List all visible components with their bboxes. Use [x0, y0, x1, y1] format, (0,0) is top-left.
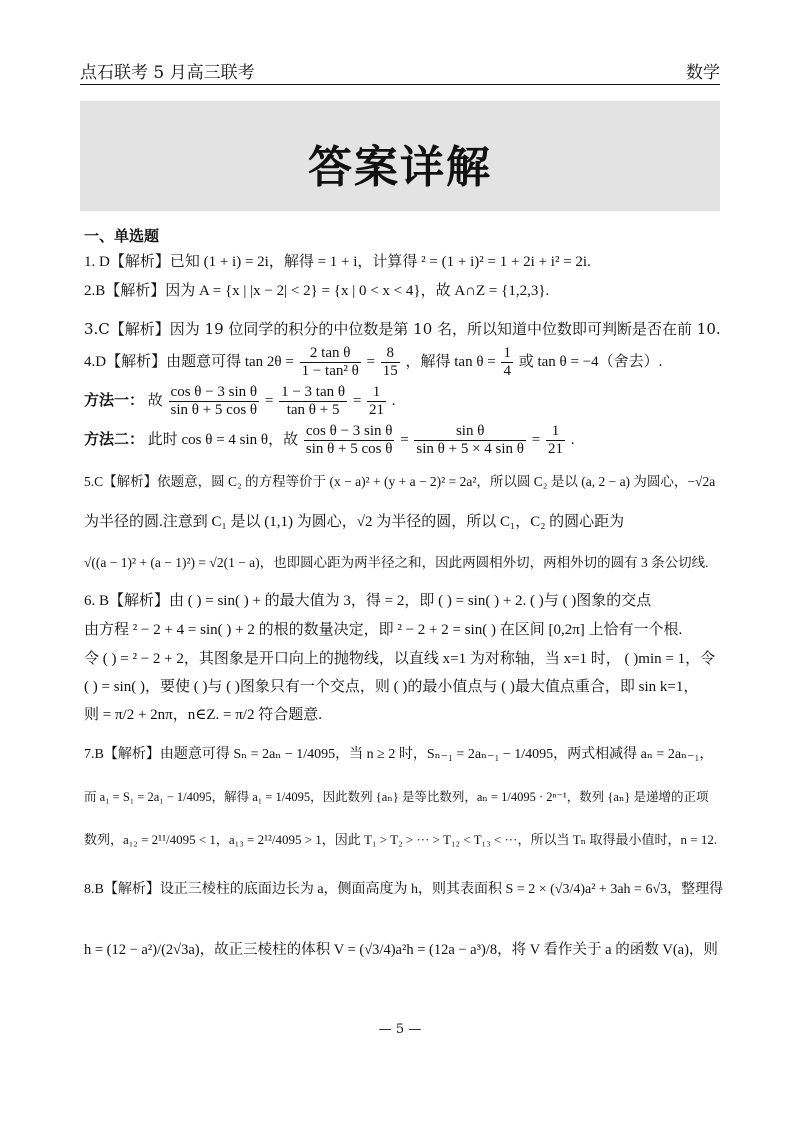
answer-6-line-3: 令 ( ) = ² − 2 + 2，其图象是开口向上的抛物线，以直线 x=1 为对称轴，当 x=1 时， ( )min = 1，令 — [84, 651, 716, 667]
answer-4-text-c: 或 tan θ = −4（舍去）. — [518, 354, 663, 371]
section-heading: 一、单选题 — [84, 227, 160, 245]
answer-7-line-2: 而 a₁ = S₁ = 2a₁ − 1/4095，解得 a₁ = 1/4095，因此数列 {aₙ} 是等比数列，aₙ = 1/4095 · 2ⁿ⁻¹，数列 {aₙ} 是递增的正项 — [84, 790, 709, 804]
page-number: — 5 — — [378, 1022, 422, 1037]
fraction: $\frac{\text{cos θ − 3 sin θ}}{\text{sin θ + 5 cos θ}}$ — [305, 423, 393, 458]
answer-5-line-1: 5.C【解析】依题意，圆 C₂ 的方程等价于 (x − a)² + (y + a − 2)² = 2a²，所以圆 C₂ 是以 (a, 2 − a) 为圆心，−√2a — [84, 474, 716, 489]
answer-5-line-3: √((a − 1)² + (a − 1)²) = √2(1 − a)，也即圆心距为两半径之和，因此两圆相外切，两相外切的圆有 3 条公切线. — [84, 555, 709, 570]
answer-4: 4.D【解析】由题意可得 tan 2θ = $\frac{\text{2 tan θ}}{\text{1 − tan² θ}}$ = $\frac{8}{15}$ ，解得 tan θ = $\frac{1}{4}$ 或 tan θ = −4（舍去）. — [84, 345, 663, 380]
fraction: $\frac{\text{cos θ − 3 sin θ}}{\text{sin θ + 5 cos θ}}$ — [170, 384, 258, 419]
answer-6-line-5: 则 = π/2 + 2nπ，n∈Z. = π/2 符合题意. — [84, 707, 322, 723]
answer-6-line-1: 6. B【解析】由 ( ) = sin( ) + 的最大值为 3，得 = 2，即 ( ) = sin( ) + 2. ( )与 ( )图象的交点 — [84, 593, 652, 609]
method-1-label: 方法一： — [84, 393, 145, 410]
answer-2: 2.B【解析】因为 A = {x | |x − 2| < 2} = {x | 0 < x < 4}，故 A∩Z = {1,2,3}. — [84, 283, 550, 299]
answer-5-line-2: 为半径的圆.注意到 C₁ 是以 (1,1) 为圆心，√2 为半径的圆，所以 C₁，C₂ 的圆心距为 — [84, 514, 625, 530]
fraction: $\frac{1}{21}$ — [547, 423, 563, 458]
answer-4-text-b: ，解得 tan θ = — [405, 354, 496, 371]
fraction: $\frac{\text{sin θ}}{\text{sin θ + 5 × 4 sin θ}}$ — [416, 423, 524, 458]
fraction: $\frac{\text{1 − 3 tan θ}}{\text{tan θ + 5}}$ — [281, 384, 346, 419]
page-title: 答案详解 — [308, 142, 492, 193]
answer-7-line-1: 7.B【解析】由题意可得 Sₙ = 2aₙ − 1/4095，当 n ≥ 2 时，Sₙ₋₁ = 2aₙ₋₁ − 1/4095，两式相减得 aₙ = 2aₙ₋₁， — [84, 747, 714, 762]
fraction: $\frac{\text{2 tan θ}}{\text{1 − tan² θ}}$ — [301, 345, 359, 380]
header-title: 点石联考 5 月高三联考 — [80, 63, 255, 83]
answer-6-line-2: 由方程 ² − 2 + 4 = sin( ) + 2 的根的数量决定，即 ² − 2 + 2 = sin( ) 在区间 [0,2π] 上恰有一个根. — [84, 622, 683, 638]
fraction: $\frac{8}{15}$ — [382, 345, 398, 380]
method-1: 方法一： 故 $\frac{\text{cos θ − 3 sin θ}}{\text{sin θ + 5 cos θ}}$ = $\frac{\text{1 − 3 tan θ}}{\text{tan θ + 5}}$ = $\frac{1}{21}$ . — [84, 384, 396, 419]
answer-3: 3.C【解析】因为 19 位同学的积分的中位数是第 10 名，所以知道中位数即可判断是否在前 10. — [84, 320, 721, 338]
header-divider — [80, 84, 720, 85]
method-2: 方法二： 此时 cos θ = 4 sin θ，故 $\frac{\text{cos θ − 3 sin θ}}{\text{sin θ + 5 cos θ}}$ = $\frac{\text{sin θ}}{\text{sin θ + 5 × 4 sin θ}}$ = $\frac{1}{21}$ . — [84, 423, 575, 458]
answer-7-line-3: 数列，a₁₂ = 2¹¹/4095 < 1，a₁₃ = 2¹²/4095 > 1，因此 T₁ > T₂ > ··· > T₁₂ < T₁₃ < ···，所以当 Tₙ 取得最小值时，n = 12. — [84, 832, 718, 847]
answer-8-line-2: h = (12 − a²)/(2√3a)，故正三棱柱的体积 V = (√3/4)a²h = (12a − a³)/8，将 V 看作关于 a 的函数 V(a)，则 — [84, 942, 718, 958]
fraction: $\frac{1}{4}$ — [503, 345, 511, 380]
answer-6-line-4: ( ) = sin( )，要使 ( )与 ( )图象只有一个交点，则 ( )的最小值点与 ( )最大值点重合，即 sin k=1， — [84, 679, 699, 695]
header-subject: 数学 — [686, 63, 720, 83]
answer-8-line-1: 8.B【解析】设正三棱柱的底面边长为 a，侧面高度为 h，则其表面积 S = 2 × (√3/4)a² + 3ah = 6√3，整理得 — [84, 882, 724, 897]
answer-4-text-a: 4.D【解析】由题意可得 tan 2θ = — [84, 354, 294, 371]
fraction: $\frac{1}{21}$ — [369, 384, 385, 419]
method-2-label: 方法二： — [84, 432, 145, 449]
title-banner — [80, 101, 720, 211]
answer-1: 1. D【解析】已知 (1 + i) = 2i，解得 = 1 + i，计算得 ² = (1 + i)² = 1 + 2i + i² = 2i. — [84, 254, 591, 270]
